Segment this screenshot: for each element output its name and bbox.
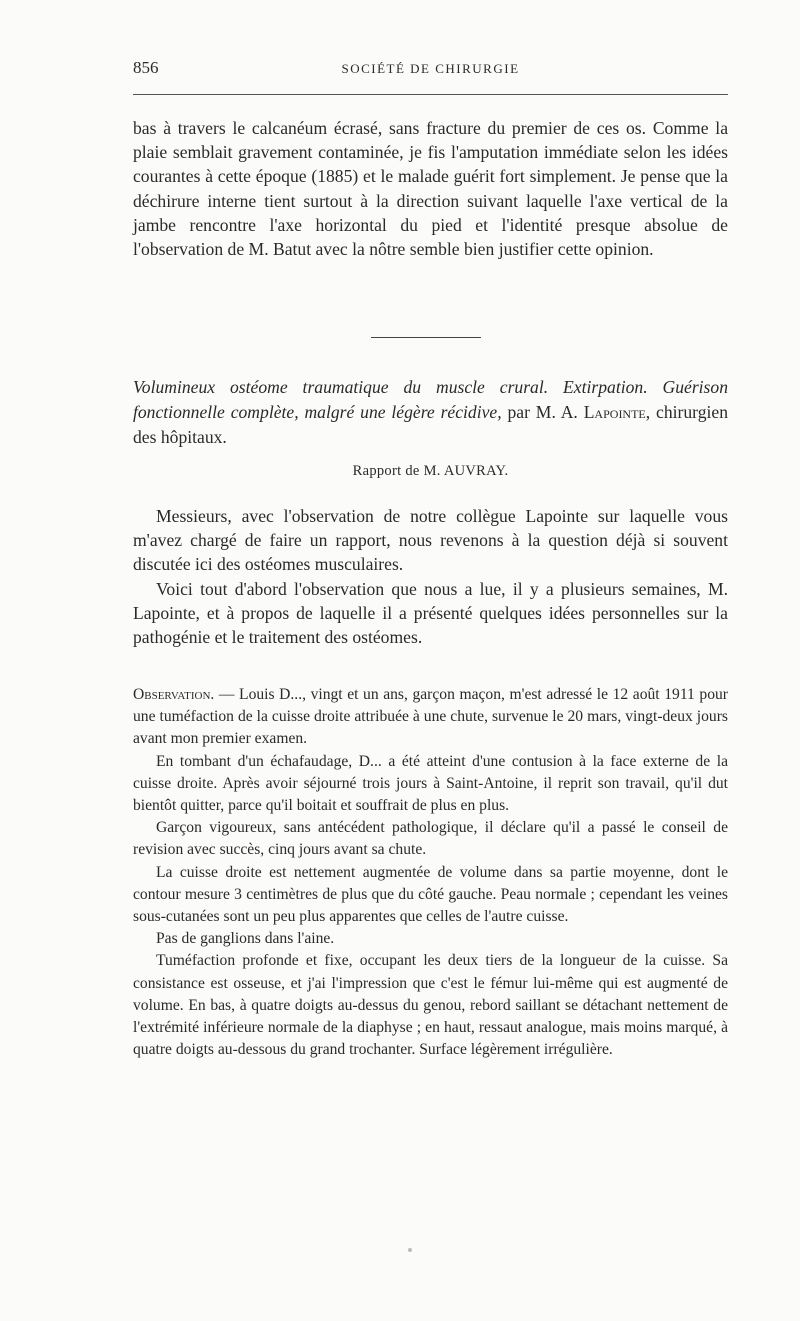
article-author: Lapointe	[583, 402, 646, 422]
observation-first-paragraph	[133, 684, 728, 751]
observation-first-text: — Louis D..., vingt et un ans, garçon maçon, m'est adressé le 12 août 1911 pour une tuméfaction de la cuisse droite attribuée à une chute, survenue le 20 mars, vingt-deux jours avant mon premier examen.	[133, 686, 728, 748]
report-paragraph: Voici tout d'abord l'observation que nous a lue, il y a plusieurs semaines, M. Lapointe, et à propos de laquelle il a présenté quelques idées personnelles sur la pathogénie et le traitement des ostéomes.	[133, 578, 728, 648]
intro-paragraph: bas à travers le calcanéum écrasé, sans fracture du premier de ces os. Comme la plaie semblait gravement contaminée, je fis l'amputation immédiate selon les idées courantes à cette époque (1885) et le malade guérit fort simplement. Je pense que la déchirure interne tient surtout à la direction suivant laquelle l'axe vertical de la jambe rencontre l'axe horizontal du pied et l'identité presque absolue de l'observation de M. Batut avec la nôtre semble bien justifier cette opinion.	[133, 118, 728, 260]
running-title: SOCIÉTÉ DE CHIRURGIE	[341, 61, 520, 76]
article-author-role: , chirurgien des hôpitaux.	[133, 402, 728, 447]
page	[133, 52, 728, 1059]
page-number: 856	[133, 58, 159, 77]
article-title-italic: Volumineux ostéome traumatique du muscle crural. Extirpation. Guérison fonctionnelle complète, malgré une légère récidive,	[133, 377, 728, 422]
observation-block	[133, 684, 728, 1061]
report-body	[133, 504, 728, 649]
observation-paragraph: La cuisse droite est nettement augmentée de volume dans sa partie moyenne, dont le contour mesure 3 centimètres de plus que du côté gauche. Peau normale ; cependant les veines sous-cutanées sont un peu plus apparentes que celles de l'autre cuisse.	[133, 863, 728, 926]
page-mark	[408, 1248, 412, 1252]
section-separator	[371, 337, 481, 338]
observation-label: Observation.	[133, 686, 215, 703]
header-rule	[133, 94, 728, 95]
article-title-by: par M. A.	[501, 402, 584, 422]
observation-paragraph: Garçon vigoureux, sans antécédent pathologique, il déclare qu'il a passé le conseil de revision avec succès, cinq jours avant sa chute.	[133, 819, 728, 859]
observation-paragraph: En tombant d'un échafaudage, D... a été atteint d'une contusion à la face externe de la cuisse droite. Après avoir séjourné trois jours à Saint-Antoine, il reprit son travail, qu'il dut bientôt quitter, parce qu'il boitait et souffrait de plus en plus.	[133, 752, 728, 815]
running-header	[133, 52, 728, 86]
report-paragraph: Messieurs, avec l'observation de notre collègue Lapointe sur laquelle vous m'avez chargé de faire un rapport, nous revenons à la question déjà si souvent discutée ici des ostéomes musculaires.	[133, 506, 728, 575]
observation-paragraph: Tuméfaction profonde et fixe, occupant les deux tiers de la longueur de la cuisse. Sa consistance est osseuse, et j'ai l'impression que c'est le fémur lui-même qui est augmenté de volume. En bas, à quatre doigts au-dessus du genou, rebord saillant se détachant nettement de l'extrémité inférieure normale de la diaphyse ; en haut, ressaut analogue, mais moins marqué, à quatre doigts au-dessous du grand trochanter. Surface légèrement irrégulière.	[133, 952, 728, 1059]
report-line: Rapport de M. AUVRAY.	[352, 463, 509, 479]
observation-paragraph: Pas de ganglions dans l'aine.	[156, 930, 335, 948]
article-title	[133, 375, 728, 450]
